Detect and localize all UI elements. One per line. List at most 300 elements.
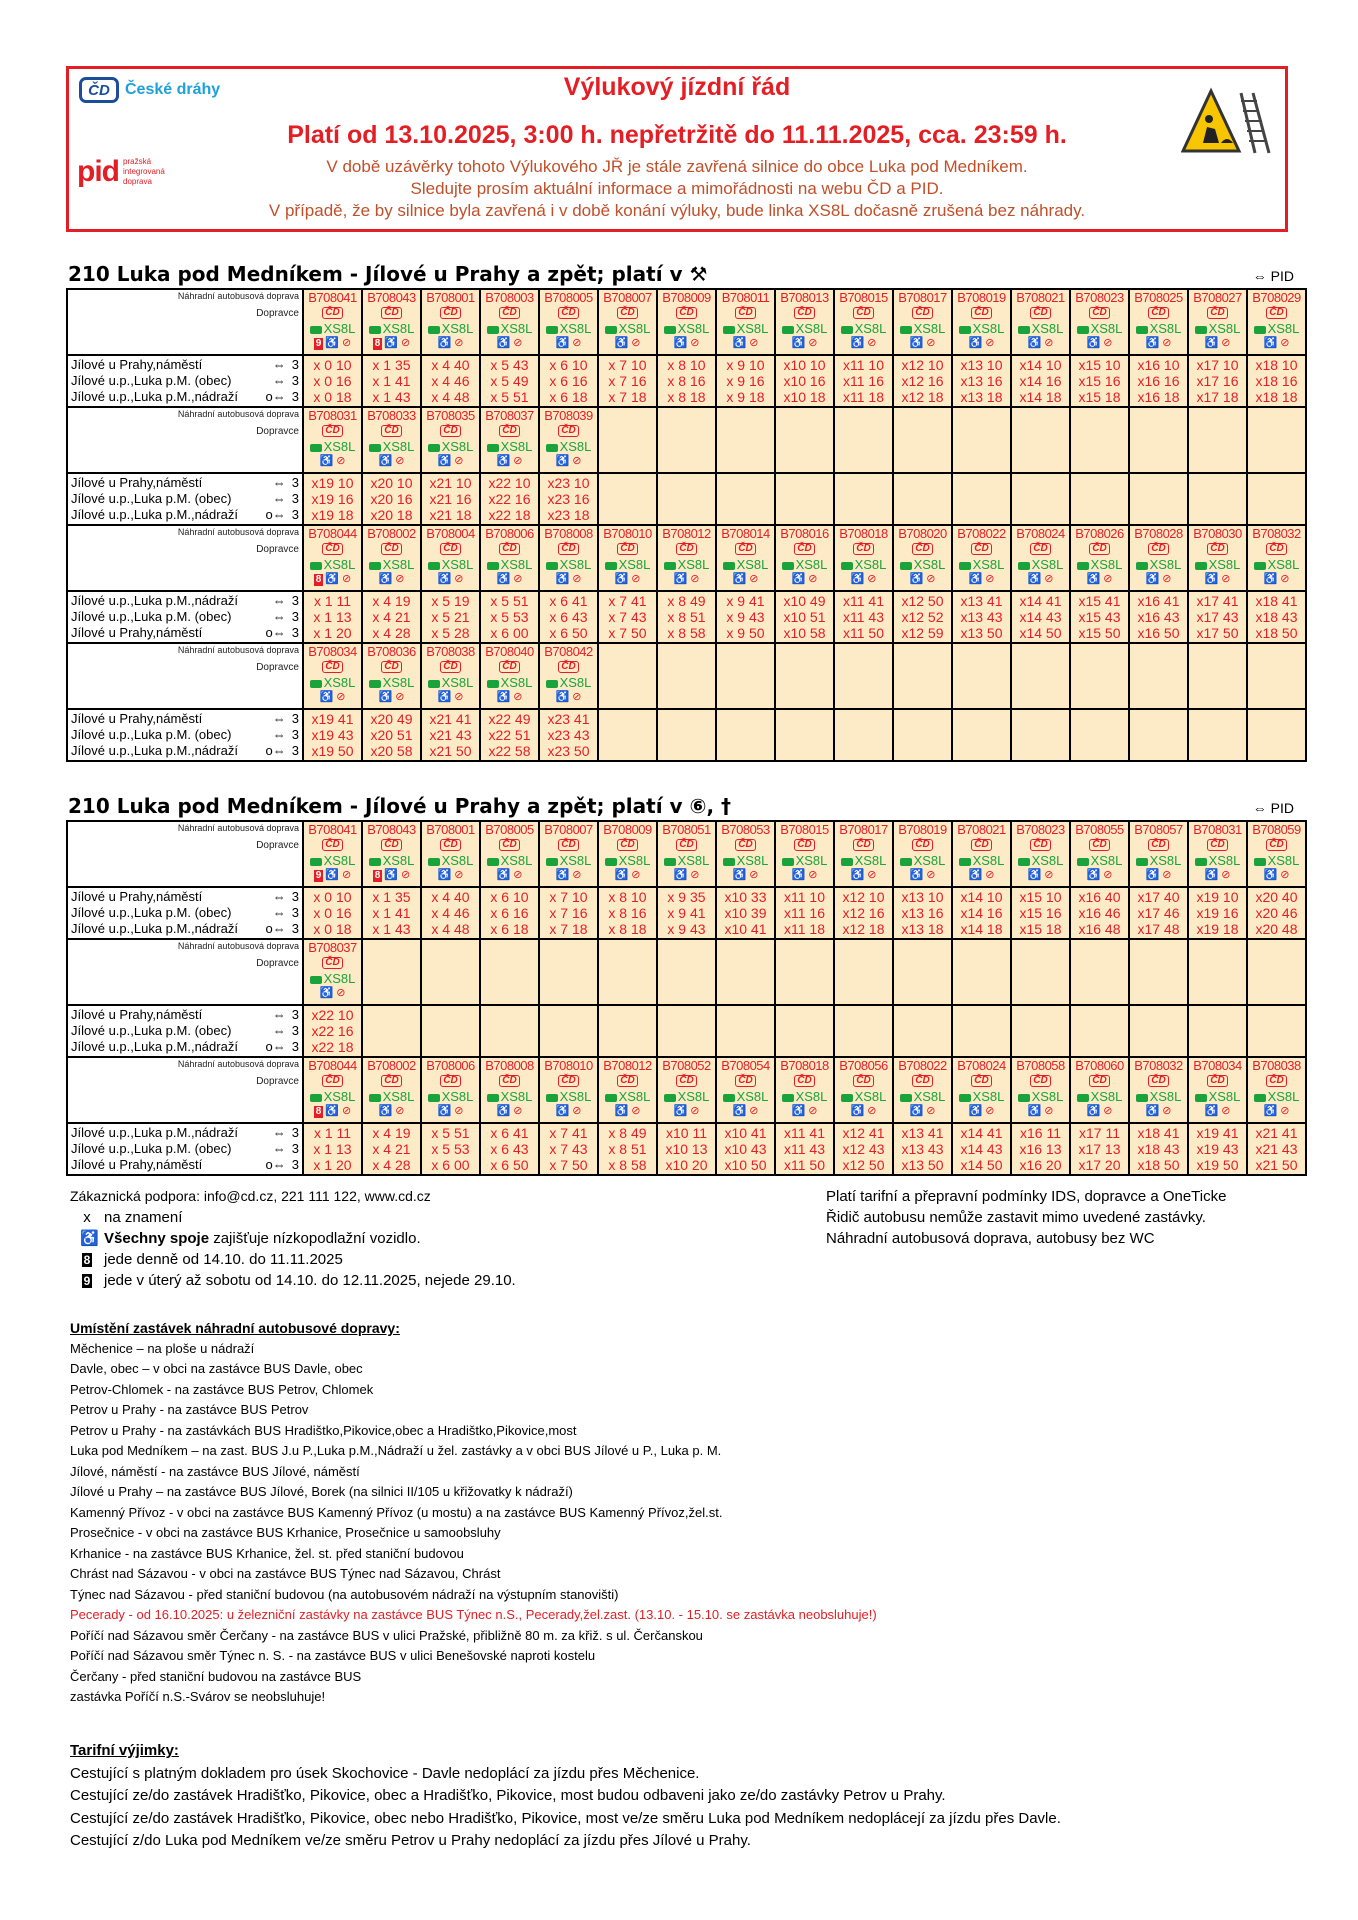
line-label <box>310 321 356 336</box>
cd-operator-icon: ČD <box>499 1075 519 1087</box>
train-header <box>540 408 597 472</box>
wheelchair-no-bike-icon: ♿ ⊘ <box>968 1105 995 1117</box>
departure-time: x14 16 <box>960 905 1003 921</box>
stop-location-line: Krhanice - na zastávce BUS Krhanice, žel. st. před staniční budovou <box>70 1545 464 1561</box>
train-header <box>363 1058 420 1122</box>
time-list <box>1071 1124 1128 1174</box>
time-cell <box>657 709 716 761</box>
wheelchair-no-bike-icon: ♿ ⊘ <box>555 573 582 585</box>
departure-time: x 5 51 <box>490 389 529 405</box>
train-header-cell <box>893 643 952 709</box>
train-header-cell <box>834 407 893 473</box>
line-name: XS8L <box>854 557 887 572</box>
departure-time: x11 16 <box>784 905 825 921</box>
train-number: B708058 <box>1016 1058 1065 1073</box>
bus-icon <box>487 858 499 866</box>
cd-operator-icon: ČD <box>1089 1075 1109 1087</box>
direction-icon: o⇔ <box>265 1039 286 1054</box>
train-icons <box>1146 1104 1172 1118</box>
train-header <box>304 408 361 472</box>
departure-time: x10 33 <box>724 889 767 905</box>
line-name: XS8L <box>500 557 533 572</box>
departure-time: x14 18 <box>960 921 1003 937</box>
line-name: XS8L <box>1090 853 1123 868</box>
cd-operator-icon: ČD <box>912 839 932 851</box>
train-header <box>835 822 892 886</box>
line-name: XS8L <box>913 557 946 572</box>
bus-icon <box>1018 858 1030 866</box>
departure-time: x14 41 <box>960 1125 1003 1141</box>
support-contact: Zákaznická podpora: info@cd.cz, 221 111 122, www.cd.cz <box>70 1188 431 1204</box>
cd-operator-icon: ČD <box>1207 839 1227 851</box>
departure-time: x21 50 <box>1255 1157 1298 1173</box>
time-cell <box>362 591 421 643</box>
departure-time: x15 18 <box>1078 389 1121 405</box>
empty-cell <box>1071 408 1128 472</box>
departure-time: x 6 18 <box>490 921 529 937</box>
train-number: B708030 <box>1193 526 1242 541</box>
departure-time: x10 41 <box>724 1125 767 1141</box>
time-cell <box>1070 1123 1129 1175</box>
time-list <box>1248 888 1305 938</box>
time-cell <box>1011 887 1070 939</box>
line-name: XS8L <box>441 853 474 868</box>
wheelchair-no-bike-icon: ♿ ⊘ <box>555 691 582 703</box>
train-icons <box>314 1104 352 1118</box>
time-list <box>422 474 479 524</box>
departure-time: x16 40 <box>1078 889 1121 905</box>
header-note: V době uzávěrky tohoto Výlukového JŘ je stále zavřená silnice do obce Luka pod Medníkem. <box>326 157 1028 176</box>
wheelchair-no-bike-icon: ♿ ⊘ <box>1263 573 1290 585</box>
direction-icon: ⇔ <box>272 593 286 608</box>
wheelchair-no-bike-icon: ♿ ⊘ <box>1204 1105 1231 1117</box>
line-label <box>369 853 415 868</box>
departure-time: x 4 40 <box>431 889 470 905</box>
line-label <box>782 1089 828 1104</box>
departure-time: x 5 28 <box>431 625 470 641</box>
time-cell <box>598 1005 657 1057</box>
time-cell <box>480 709 539 761</box>
train-header-cell <box>1070 1057 1129 1123</box>
line-label <box>959 1089 1005 1104</box>
train-number: B708017 <box>839 822 888 837</box>
train-header-cell <box>598 939 657 1005</box>
line-label <box>546 853 592 868</box>
stop-location-line: Měchenice – na ploše u nádraží <box>70 1340 255 1356</box>
bus-icon <box>782 326 794 334</box>
train-number: B708004 <box>426 526 475 541</box>
train-header <box>540 822 597 886</box>
train-icons <box>438 690 464 704</box>
wheelchair-no-bike-icon: ♿ ⊘ <box>437 691 464 703</box>
time-cell <box>893 591 952 643</box>
train-header-cell <box>598 289 657 355</box>
time-list <box>894 888 951 938</box>
cd-operator-icon: ČD <box>499 839 519 851</box>
line-name: XS8L <box>1149 321 1182 336</box>
line-name: XS8L <box>559 853 592 868</box>
wheelchair-no-bike-icon: ♿ ⊘ <box>1086 337 1113 349</box>
bus-icon <box>1195 562 1207 570</box>
departure-time: x16 50 <box>1137 625 1180 641</box>
time-cell <box>598 591 657 643</box>
timetable-weekdays <box>66 288 1307 762</box>
time-list <box>304 1124 361 1174</box>
train-header-cell <box>480 407 539 473</box>
train-header-cell <box>1070 525 1129 591</box>
wheelchair-no-bike-icon: ♿ ⊘ <box>496 455 523 467</box>
stop-location-line: Jílové, náměstí - na zastávce BUS Jílové, náměstí <box>70 1463 360 1479</box>
header-note: Sledujte prosím aktuální informace a mimořádnosti na webu ČD a PID. <box>410 179 944 198</box>
section1-title: 210 Luka pod Medníkem - Jílové u Prahy a zpět; platí v ⚒ <box>68 262 708 286</box>
train-header-cell <box>539 525 598 591</box>
note-8-icon: 8 <box>374 870 381 881</box>
departure-time: x21 18 <box>429 507 472 523</box>
on-request-icon: x <box>83 1209 91 1226</box>
train-header-row <box>67 525 1306 591</box>
line-label <box>782 853 828 868</box>
page-title: Výlukový jízdní řád <box>563 73 791 101</box>
direction-icon: ⇔ <box>272 1141 286 1156</box>
train-icons <box>851 336 877 350</box>
time-cell <box>1129 591 1188 643</box>
time-cell <box>893 1123 952 1175</box>
time-cell <box>952 591 1011 643</box>
train-header <box>422 526 479 590</box>
train-header <box>835 1058 892 1122</box>
departure-time: x17 11 <box>1079 1125 1120 1141</box>
time-list <box>717 1124 774 1174</box>
time-cell <box>834 473 893 525</box>
train-header <box>363 290 420 354</box>
train-icons <box>969 336 995 350</box>
line-name: XS8L <box>1149 853 1182 868</box>
train-icons <box>1205 572 1231 586</box>
train-number: B708015 <box>839 290 888 305</box>
line-name: XS8L <box>441 675 474 690</box>
bus-icon <box>959 1094 971 1102</box>
cd-operator-icon: ČD <box>1030 839 1050 851</box>
departure-time: x11 41 <box>843 593 884 609</box>
operator-label: Dopravce <box>256 840 299 851</box>
line-name: XS8L <box>854 321 887 336</box>
wheelchair-no-bike-icon: ♿ ⊘ <box>378 1105 405 1117</box>
train-number: B708019 <box>957 290 1006 305</box>
time-cell <box>834 1123 893 1175</box>
train-number: B708017 <box>898 290 947 305</box>
time-list <box>1189 356 1246 406</box>
line-label <box>1195 321 1241 336</box>
line-label <box>428 675 474 690</box>
legend-text: na znamení <box>104 1209 183 1226</box>
departure-time: x11 43 <box>784 1141 825 1157</box>
cd-operator-icon: ČD <box>558 307 578 319</box>
train-icons <box>792 1104 818 1118</box>
stop-row <box>71 1141 299 1157</box>
train-number: B708023 <box>1016 822 1065 837</box>
times-row <box>67 473 1306 525</box>
wheelchair-no-bike-icon: ♿ ⊘ <box>555 337 582 349</box>
departure-time: x18 43 <box>1255 609 1298 625</box>
departure-time: x18 10 <box>1255 357 1298 373</box>
departure-time: x10 51 <box>783 609 826 625</box>
train-icons <box>379 454 405 468</box>
train-header-cell <box>716 1057 775 1123</box>
train-header-cell <box>775 939 834 1005</box>
time-cell <box>834 887 893 939</box>
departure-time: x19 41 <box>311 711 354 727</box>
zone-number: 3 <box>291 491 299 506</box>
time-cell <box>716 355 775 407</box>
train-header <box>481 1058 538 1122</box>
departure-time: x21 43 <box>1255 1141 1298 1157</box>
operator-label: Dopravce <box>256 544 299 555</box>
stop-row <box>71 491 299 507</box>
time-list <box>599 592 656 642</box>
line-name: XS8L <box>736 853 769 868</box>
train-header <box>540 1058 597 1122</box>
train-header-cell <box>716 407 775 473</box>
line-label <box>723 853 769 868</box>
line-label <box>310 1089 356 1104</box>
zone-number: 3 <box>291 1023 299 1038</box>
cd-operator-icon: ČD <box>676 839 696 851</box>
train-icons <box>497 572 523 586</box>
time-list <box>1189 888 1246 938</box>
departure-time: x12 18 <box>901 389 944 405</box>
departure-time: x 4 19 <box>372 593 411 609</box>
right-note: Řidič autobusu nemůže zastavit mimo uvedené zastávky. <box>826 1209 1206 1226</box>
zone-number: 3 <box>291 507 299 522</box>
line-label <box>605 853 651 868</box>
time-list <box>481 592 538 642</box>
train-number: B708018 <box>839 526 888 541</box>
train-number: B708057 <box>1134 822 1183 837</box>
stop-name: Jílové u.p.,Luka p.M.,nádraží <box>71 1039 238 1054</box>
departure-time: x15 16 <box>1078 373 1121 389</box>
stops-cell <box>67 1123 303 1175</box>
train-header-cell <box>1011 525 1070 591</box>
zone-number: 3 <box>291 1039 299 1054</box>
line-name: XS8L <box>382 675 415 690</box>
line-name: XS8L <box>1031 1089 1064 1104</box>
line-label <box>428 853 474 868</box>
bus-icon <box>782 562 794 570</box>
bus-icon <box>900 326 912 334</box>
train-number: B708028 <box>1134 526 1183 541</box>
times-row <box>67 709 1306 761</box>
time-list <box>1071 474 1128 524</box>
departure-time: x16 46 <box>1078 905 1121 921</box>
time-list <box>481 888 538 938</box>
time-list <box>658 888 715 938</box>
empty-cell <box>835 644 892 708</box>
bus-icon <box>546 326 558 334</box>
departure-time: x10 58 <box>783 625 826 641</box>
bus-icon <box>1018 1094 1030 1102</box>
wheelchair-no-bike-icon: ♿ ⊘ <box>850 869 877 881</box>
train-number: B708034 <box>1193 1058 1242 1073</box>
bus-icon <box>723 326 735 334</box>
stop-location-line: Petrov u Prahy - na zastávkách BUS Hradištko,Pikovice,obec a Hradištko,Pikovice,most <box>70 1422 577 1438</box>
train-header-cell <box>1011 821 1070 887</box>
line-label <box>369 321 415 336</box>
departure-time: x12 10 <box>901 357 944 373</box>
departure-time: x15 10 <box>1019 889 1062 905</box>
train-icons <box>733 1104 759 1118</box>
line-name: XS8L <box>559 675 592 690</box>
bus-icon <box>1077 858 1089 866</box>
train-icons <box>615 1104 641 1118</box>
train-number: B708013 <box>780 290 829 305</box>
line-name: XS8L <box>1208 853 1241 868</box>
departure-time: x15 16 <box>1019 905 1062 921</box>
train-icons <box>1146 336 1172 350</box>
departure-time: x11 18 <box>784 921 825 937</box>
time-list <box>776 710 833 760</box>
time-list <box>894 592 951 642</box>
line-label <box>841 1089 887 1104</box>
line-label <box>959 557 1005 572</box>
line-label <box>782 557 828 572</box>
line-label <box>841 557 887 572</box>
train-header-cell <box>598 643 657 709</box>
train-number: B708007 <box>544 822 593 837</box>
departure-time: x 4 28 <box>372 1157 411 1173</box>
cd-operator-icon: ČD <box>440 425 460 437</box>
time-cell <box>598 355 657 407</box>
line-name: XS8L <box>1149 1089 1182 1104</box>
time-list <box>953 356 1010 406</box>
stop-name: Jílové u Prahy,náměstí <box>71 889 203 904</box>
train-header-cell <box>1129 289 1188 355</box>
legend <box>80 1207 516 1291</box>
time-cell <box>303 887 362 939</box>
note-8-icon: 8 <box>315 1106 322 1117</box>
line-name: XS8L <box>972 1089 1005 1104</box>
departure-time: x13 50 <box>960 625 1003 641</box>
train-header-cell <box>303 525 362 591</box>
line-name: XS8L <box>323 1089 356 1104</box>
wheelchair-no-bike-icon: ♿ ⊘ <box>496 337 523 349</box>
train-header-cell <box>303 289 362 355</box>
departure-time: x15 18 <box>1019 921 1062 937</box>
train-number: B708041 <box>308 290 357 305</box>
pid-label: ⇔ PID <box>1252 268 1294 284</box>
time-list <box>481 1124 538 1174</box>
train-header <box>1248 1058 1305 1122</box>
train-icons <box>320 690 346 704</box>
stop-location-line: Jílové u Prahy – na zastávce BUS Jílové, Borek (na silnici II/105 u křižovatky k nádraží) <box>70 1484 573 1499</box>
line-name: XS8L <box>559 1089 592 1104</box>
train-number: B708044 <box>308 526 357 541</box>
time-list <box>835 474 892 524</box>
line-name: XS8L <box>1149 557 1182 572</box>
time-cell <box>421 709 480 761</box>
line-name: XS8L <box>382 1089 415 1104</box>
line-name: XS8L <box>1208 1089 1241 1104</box>
departure-time: x 9 18 <box>726 389 765 405</box>
pid-label: ⇔ PID <box>1252 800 1294 816</box>
line-label <box>723 321 769 336</box>
cd-operator-icon: ČD <box>1089 839 1109 851</box>
empty-cell <box>540 940 597 1004</box>
train-header-cell <box>834 821 893 887</box>
line-label <box>1136 321 1182 336</box>
roadworks-warning-icon <box>1181 87 1271 157</box>
time-cell <box>657 1005 716 1057</box>
train-number: B708009 <box>603 822 652 837</box>
note-9-icon: 9 <box>83 1274 91 1288</box>
line-name: XS8L <box>1267 321 1300 336</box>
train-number: B708006 <box>426 1058 475 1073</box>
train-header <box>422 822 479 886</box>
cd-operator-icon: ČD <box>794 543 814 555</box>
line-name: XS8L <box>1267 557 1300 572</box>
train-header-cell <box>539 821 598 887</box>
cd-operator-icon: ČD <box>558 425 578 437</box>
train-header <box>363 526 420 590</box>
zone-number: 3 <box>291 921 299 936</box>
train-icons <box>1087 336 1113 350</box>
wheelchair-no-bike-icon: ♿ ⊘ <box>325 337 352 349</box>
departure-time: x16 16 <box>1137 373 1180 389</box>
line-name: XS8L <box>677 557 710 572</box>
cd-operator-icon: ČD <box>617 543 637 555</box>
departure-time: x19 10 <box>1196 889 1239 905</box>
bus-icon <box>310 444 322 452</box>
train-header-cell <box>303 643 362 709</box>
departure-time: x 6 00 <box>431 1157 470 1173</box>
time-list <box>1248 1124 1305 1174</box>
train-number: B708022 <box>898 1058 947 1073</box>
bus-icon <box>1195 1094 1207 1102</box>
right-notes <box>826 1186 1296 1249</box>
stop-name: Jílové u Prahy,náměstí <box>71 625 203 640</box>
stop-meta <box>273 491 299 507</box>
bus-icon <box>723 1094 735 1102</box>
line-label <box>1018 557 1064 572</box>
stop-row <box>71 475 299 491</box>
train-header <box>894 1058 951 1122</box>
cd-operator-icon: ČD <box>794 307 814 319</box>
train-header-cell <box>1070 407 1129 473</box>
departure-time: x23 10 <box>547 475 590 491</box>
train-header-cell <box>1188 1057 1247 1123</box>
departure-time: x 5 51 <box>431 1125 470 1141</box>
train-number: B708032 <box>1252 526 1301 541</box>
stop-row <box>71 609 299 625</box>
departure-time: x 7 41 <box>608 593 647 609</box>
departure-time: x15 10 <box>1078 357 1121 373</box>
time-list <box>540 888 597 938</box>
time-cell <box>1011 355 1070 407</box>
empty-cell <box>1248 644 1305 708</box>
train-header-cell <box>539 939 598 1005</box>
time-list <box>776 888 833 938</box>
train-header-cell <box>834 1057 893 1123</box>
line-label <box>369 1089 415 1104</box>
wheelchair-no-bike-icon: ♿ ⊘ <box>850 573 877 585</box>
train-number: B708008 <box>485 1058 534 1073</box>
line-name: XS8L <box>382 853 415 868</box>
departure-time: x18 41 <box>1137 1125 1180 1141</box>
departure-time: x 7 10 <box>549 889 588 905</box>
time-list <box>1012 1124 1069 1174</box>
cd-operator-icon: ČD <box>676 543 696 555</box>
line-name: XS8L <box>795 853 828 868</box>
tariff-line: Cestující z/do Luka pod Medníkem ve/ze směru Petrov u Prahy nedoplácí za jízdu přes Jílové u Prahy. <box>70 1832 751 1849</box>
